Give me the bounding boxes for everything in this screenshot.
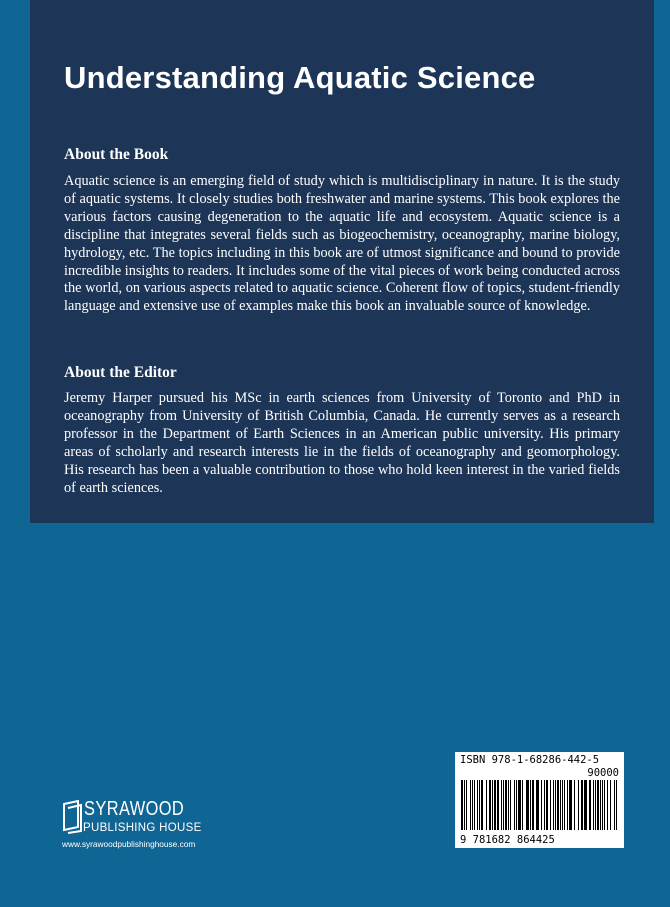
barcode-bar — [581, 780, 583, 830]
barcode-bar — [461, 780, 463, 830]
book-icon — [62, 800, 84, 834]
barcode-bar — [593, 780, 594, 830]
barcode-bar — [514, 780, 515, 830]
barcode — [455, 752, 624, 848]
book-title: Understanding Aquatic Science — [64, 60, 536, 95]
barcode-bar — [602, 780, 603, 830]
barcode-bar — [555, 780, 556, 830]
barcode-bar — [479, 780, 480, 830]
barcode-bar — [494, 780, 496, 830]
publisher-subtitle: PUBLISHING HOUSE — [83, 822, 202, 834]
barcode-bar — [530, 780, 531, 830]
barcode-bar — [481, 780, 483, 830]
barcode-bar — [597, 780, 599, 830]
barcode-bar — [516, 780, 517, 830]
barcode-bar — [610, 780, 611, 830]
barcode-bar — [464, 780, 465, 830]
barcode-bar — [526, 780, 529, 830]
barcode-bar — [541, 780, 542, 830]
barcode-bar — [522, 780, 523, 830]
barcode-bar — [505, 780, 507, 830]
barcode-bar — [560, 780, 561, 830]
barcode-bar — [569, 780, 572, 830]
barcode-digits: 9 781682 864425 — [460, 834, 555, 846]
barcode-bar — [508, 780, 509, 830]
barcode-bar — [589, 780, 591, 830]
barcode-bar — [595, 780, 596, 830]
barcode-bar — [546, 780, 548, 830]
about-book-text: Aquatic science is an emerging field of study which is multidisciplinary in nature. It is the study of aquatic systems. It closely studies both freshwater and marine systems. This book explores the various factors causing degeneration to the aquatic life and ecosystem. Aquatic science is a discipline that integrates several fields such as biogeochemistry, oceanography, marine biology, hydrology, etc. The topics including in this book are of utmost significance and bound to provide incredible insights to readers. It includes some of the vital pieces of work being conducted across the world, on various aspects related to aquatic science. Coherent flow of topics, student-friendly language and extensive use of examples make this book an invaluable source of knowledge. — [64, 173, 620, 315]
barcode-bar — [553, 780, 554, 830]
text-panel — [30, 0, 654, 523]
barcode-bars — [461, 780, 618, 830]
barcode-bar — [486, 780, 487, 830]
barcode-bar — [492, 780, 493, 830]
barcode-bar — [532, 780, 534, 830]
barcode-bar — [562, 780, 563, 830]
barcode-bar — [536, 780, 539, 830]
about-editor-text: Jeremy Harper pursued his MSc in earth sciences from University of Toronto and PhD in oceanography from University of British Columbia, Canada. He currently serves as a research professor in the Department of Earth Sciences in an American public university. His primary areas of scholarly and research interests lie in the fields of oceanography and geomorphology. His research has been a valuable contribution to those who hold keen interest in the varied fields of earth sciences. — [64, 390, 620, 496]
barcode-bar — [567, 780, 568, 830]
barcode-bar — [574, 780, 575, 830]
barcode-bar — [557, 780, 559, 830]
barcode-bar — [501, 780, 502, 830]
barcode-bar — [600, 780, 601, 830]
barcode-bar — [544, 780, 545, 830]
barcode-bar — [604, 780, 605, 830]
barcode-bar — [472, 780, 473, 830]
barcode-bar — [550, 780, 551, 830]
barcode-bar — [607, 780, 608, 830]
price-code: 90000 — [587, 767, 619, 779]
barcode-bar — [578, 780, 579, 830]
barcode-bar — [497, 780, 499, 830]
publisher-url: www.syrawoodpublishinghouse.com — [62, 839, 196, 849]
about-book-heading: About the Book — [64, 146, 169, 163]
barcode-bar — [474, 780, 475, 830]
barcode-bar — [503, 780, 504, 830]
barcode-bar — [466, 780, 467, 830]
barcode-bar — [614, 780, 615, 830]
barcode-bar — [510, 780, 511, 830]
isbn-text: ISBN 978-1-68286-442-5 — [460, 754, 600, 766]
barcode-bar — [584, 780, 587, 830]
barcode-bar — [518, 780, 521, 830]
barcode-bar — [616, 780, 617, 830]
barcode-bar — [489, 780, 491, 830]
publisher-name: SYRAWOOD — [84, 798, 185, 820]
barcode-bar — [477, 780, 478, 830]
about-editor-heading: About the Editor — [64, 364, 177, 381]
barcode-bar — [470, 780, 471, 830]
barcode-bar — [564, 780, 565, 830]
